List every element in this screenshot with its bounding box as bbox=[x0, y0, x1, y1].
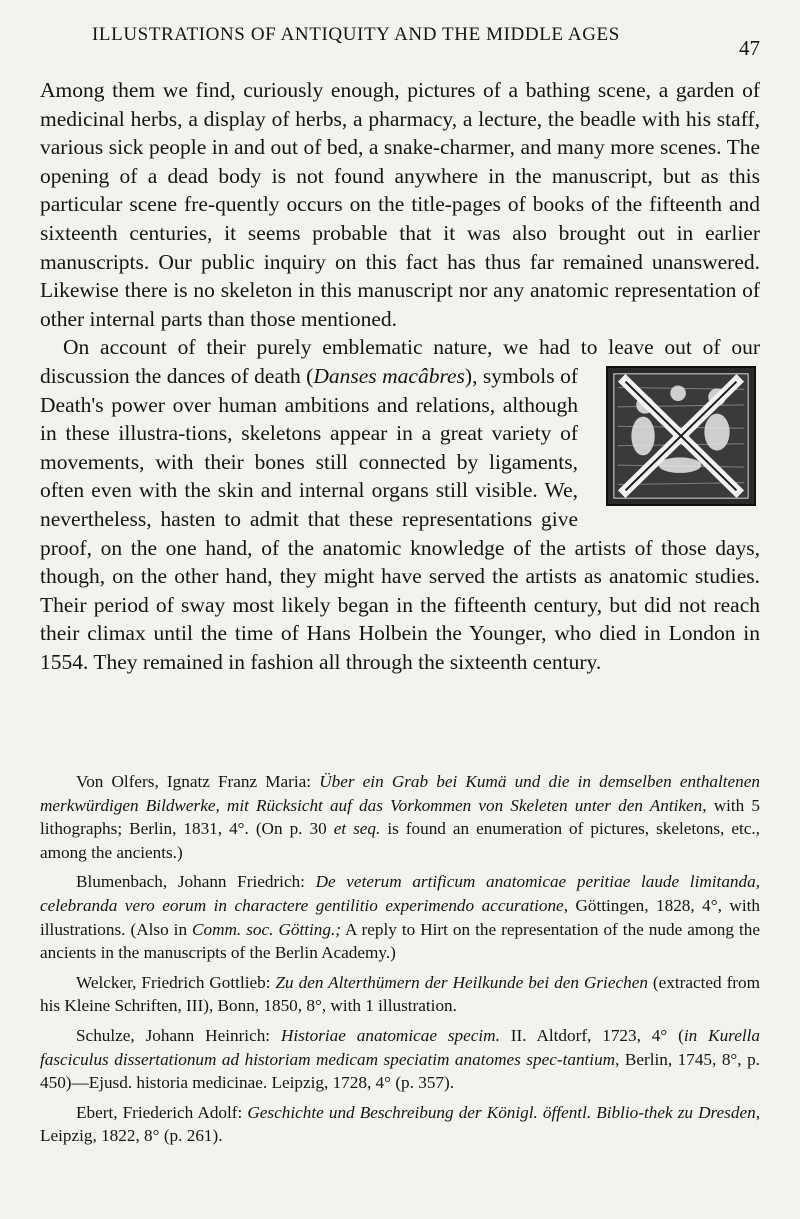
bib-title: Über ein Grab bei Kumä und die in demselben enthaltenen merkwürdigen Bildwerke, mit Rücksicht auf das Vorkommen von Skeleten unter den Antiken bbox=[40, 772, 760, 815]
bib-author: Welcker, Friedrich Gottlieb: bbox=[76, 972, 276, 992]
bib-title: Historiae anatomicae specim. bbox=[280, 1025, 500, 1045]
paragraph-2 bbox=[40, 333, 760, 676]
bib-entry-welcker bbox=[40, 971, 760, 1018]
bib-details-continued: is found an enumeration of pictures, skeletons, etc., among the ancients.) bbox=[40, 819, 760, 862]
paragraph-2-rest: ), symbols of Death's power over human ambitions and relations, although in these illustra-tions, skeletons appear in a great variety of movements, with their bones still connected by ligaments, often even with the skin and internal organs still visible. We, nevertheless, hasten to admit that these representations give proof, on the one hand, of the anatomic knowledge of the artists of those days, though, on the other hand, they might have served the artists as anatomic studies. Their period of sway most likely began in the fifteenth century, but did not reach their climax until the time of Hans Holbein the Younger, who died in London in 1554. They remained in fashion all through the sixteenth century. bbox=[40, 363, 760, 674]
bib-entry-blumenbach bbox=[40, 870, 760, 964]
bib-title: De veterum artificum anatomicae peritiae laude limitanda, celebranda vero eorum in charactere gentilitio experimendo accuratione bbox=[40, 872, 760, 915]
bib-details: (extracted from his Kleine Schriften, III), Bonn, 1850, 8°, with 1 illustration. bbox=[40, 972, 760, 1016]
bib-author: Blumenbach, Johann Friedrich: bbox=[76, 872, 316, 892]
bib-details: , Göttingen, 1828, 4°, with illustrations. (Also in bbox=[40, 895, 760, 939]
paragraph-1: Among them we find, curiously enough, pictures of a bathing scene, a garden of medicinal herbs, a display of herbs, a pharmacy, a lecture, the beadle with his staff, various sick people in and out of bed, a snake-charmer, and many more scenes. The opening of a dead body is not found anywhere in the manuscript, but as this particular scene fre-quently occurs on the title-pages of books of the fifteenth and sixteenth centuries, it seems probable that it was also brought out in earlier manuscripts. Our public inquiry on this fact has thus far remained unanswered. Likewise there is no skeleton in this manuscript nor any anatomic representation of other internal parts than those mentioned. bbox=[40, 78, 760, 331]
bib-author: Von Olfers, Ignatz Franz Maria: bbox=[76, 772, 320, 791]
danses-macabres-italic: Danses macâbres bbox=[313, 363, 465, 388]
page-number: 47 bbox=[739, 36, 760, 60]
paragraph-2-continued bbox=[40, 364, 760, 674]
woodcut-initial-x-icon bbox=[606, 366, 756, 506]
paragraph-2-start: On account of their purely emblematic nature, we had to leave out of our discussion the dances of death ( bbox=[40, 335, 760, 388]
bib-details-continued: A reply to Hirt on the representation of the nude among the ancients in the manuscripts of the Berlin Academy.) bbox=[40, 919, 760, 963]
bib-author: Schulze, Johann Heinrich: bbox=[76, 1025, 281, 1045]
bib-details-continued: , Berlin, 1745, 8°, p. 450)—Ejusd. historia medicinae. Leipzig, 1728, 4° (p. 357). bbox=[40, 1049, 760, 1093]
bib-italic-note: Comm. soc. Götting.; bbox=[192, 919, 341, 939]
bib-entry-ebert bbox=[40, 1101, 760, 1148]
body-text bbox=[40, 76, 760, 676]
bib-entry-schulze bbox=[40, 1024, 760, 1095]
bib-details: II. Altdorf, 1723, 4° ( bbox=[499, 1025, 684, 1045]
bib-details: , with 5 lithographs; Berlin, 1831, 4°. (On p. 30 bbox=[40, 795, 760, 839]
bib-details: , Leipzig, 1822, 8° (p. 261). bbox=[40, 1102, 760, 1146]
bibliography bbox=[40, 770, 760, 1154]
running-head: ILLUSTRATIONS OF ANTIQUITY AND THE MIDDLE AGES bbox=[92, 24, 620, 45]
bib-entry-von-olfers bbox=[40, 770, 760, 864]
page-header bbox=[70, 22, 760, 60]
bib-author: Ebert, Friederich Adolf: bbox=[76, 1102, 248, 1122]
bib-italic-note: et seq. bbox=[333, 819, 381, 839]
bib-title: Geschichte und Beschreibung der Königl. öffentl. Biblio-thek zu Dresden bbox=[247, 1102, 756, 1122]
bib-italic-note: in Kurella fasciculus dissertationum ad historiam medicam speciatim anatomes spec-tantium bbox=[40, 1025, 761, 1069]
bib-title: Zu den Alterthümern der Heilkunde bei den Griechen bbox=[275, 972, 648, 992]
